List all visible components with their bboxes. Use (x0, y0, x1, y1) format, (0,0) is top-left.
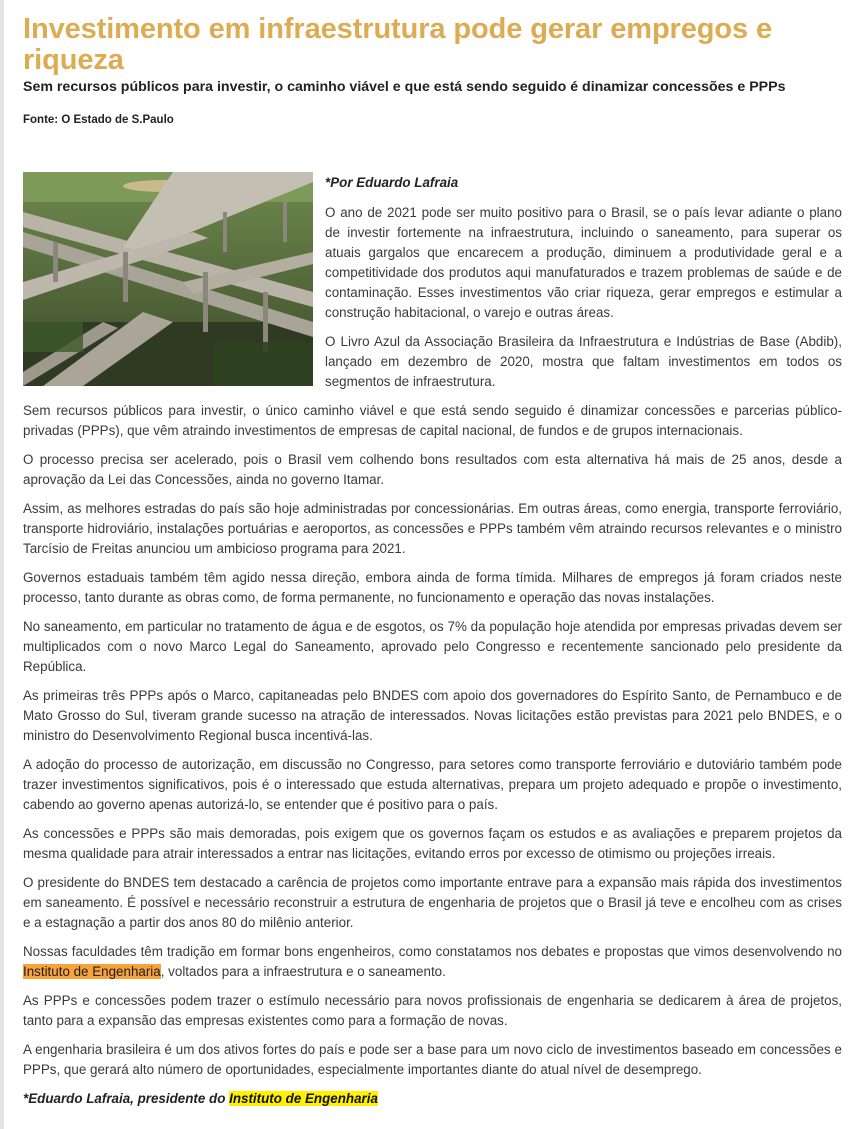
article-byline: *Por Eduardo Lafraia (325, 175, 459, 190)
article-source: Fonte: O Estado de S.Paulo (23, 114, 174, 126)
article-paragraph: O ano de 2021 pode ser muito positivo para o Brasil, se o país levar adiante o plano de investir fortemente na infraestrutura, incluindo o saneamento, para superar os atuais gargalos que encarecem a produção, diminuem a produtividade geral e a competitividade dos produtos aqui manufaturados e trazem problemas de saúde e de contaminação. Esses investimentos vão criar riqueza, gerar empregos e estimular a construção habitacional, o varejo e outras áreas. (325, 205, 842, 320)
article-paragraph: Assim, as melhores estradas do país são hoje administradas por concessionárias. Em outras áreas, como energia, transporte ferroviário, transporte hidroviário, instalações portuárias e aeroportos, as concessões e PPPs também vêm atraindo recursos relevantes e o ministro Tarcísio de Freitas anunciou um ambicioso programa para 2021. (23, 501, 842, 556)
institute-link-highlight[interactable]: Instituto de Engenharia (23, 964, 161, 979)
article-paragraph: As primeiras três PPPs após o Marco, capitaneadas pelo BNDES com apoio dos governadores do Espírito Santo, de Pernambuco e de Mato Grosso do Sul, tiveram grande sucesso na atração de interessados. Novas licitações estão previstas para 2021 pelo BNDES, e o ministro do Desenvolvimento Regional busca incentivá-las. (23, 688, 842, 743)
institute-signature-highlight[interactable]: Instituto de Engenharia (229, 1091, 378, 1106)
article-paragraph: A adoção do processo de autorização, em discussão no Congresso, para setores como transporte ferroviário e dutoviário também pode trazer investimentos significativos, pois é o interessado que estuda alternativas, prepara um projeto adequado e propõe o investimento, cabendo ao governo apenas autorizá-lo, se entender que é positivo para o país. (23, 757, 842, 812)
author-signature (23, 1089, 842, 1109)
signature-text: *Eduardo Lafraia, presidente do (23, 1091, 230, 1106)
paragraph-text: , voltados para a infraestrutura e o saneamento. (160, 964, 446, 979)
article-paragraph-institute (23, 942, 842, 982)
article-paragraph: Sem recursos públicos para investir, o único caminho viável e que está sendo seguido é dinamizar concessões e parcerias público-privadas (PPPs), que vêm atraindo investimentos de empresas de capital nacional, de fundos e de grupos internacionais. (23, 403, 842, 438)
article-subtitle: Sem recursos públicos para investir, o caminho viável e que está sendo seguido é dinamizar concessões e PPPs (23, 79, 786, 95)
article-paragraph: Governos estaduais também têm agido nessa direção, embora ainda de forma tímida. Milhares de empregos já foram criados neste processo, tanto durante as obras como, de forma permanente, no funcionamento e operação das novas instalações. (23, 570, 842, 605)
paragraph-text: Nossas faculdades têm tradição em formar bons engenheiros, como constatamos nos debates e propostas que vimos desenvolvendo no (23, 944, 842, 959)
article-paragraph: O processo precisa ser acelerado, pois o Brasil vem colhendo bons resultados com esta alternativa há mais de 25 anos, desde a aprovação da Lei das Concessões, ainda no governo Itamar. (23, 452, 842, 487)
article-paragraph: No saneamento, em particular no tratamento de água e de esgotos, os 7% da população hoje atendida por empresas privadas devem ser multiplicados com o novo Marco Legal do Saneamento, aprovado pelo Congresso e recentemente sancionado pelo presidente da República. (23, 619, 842, 674)
article-paragraph: As PPPs e concessões podem trazer o estímulo necessário para novos profissionais de engenharia se dedicarem à área de projetos, tanto para a expansão das empresas existentes como para a formação de novas. (23, 993, 842, 1028)
article-paragraph: As concessões e PPPs são mais demoradas, pois exigem que os governos façam os estudos e as avaliações e preparem projetos da mesma qualidade para atrair interessados a entrar nas licitações, evitando erros por excesso de otimismo ou projeções irreais. (23, 826, 842, 861)
left-border (0, 0, 4, 1129)
page-title: Investimento em infraestrutura pode gerar empregos e riqueza (23, 13, 773, 76)
article-header (23, 14, 841, 127)
article-body (23, 172, 842, 1118)
highway-interchange-photo (23, 172, 313, 386)
article-paragraph: O presidente do BNDES tem destacado a carência de projetos como importante entrave para a expansão mais rápida dos investimentos em saneamento. É possível e necessário reconstruir a estrutura de engenharia de projetos que o Brasil já teve e encolheu com as crises e a estagnação a partir dos anos 80 do milênio anterior. (23, 875, 842, 930)
article-paragraph: O Livro Azul da Associação Brasileira da Infraestrutura e Indústrias de Base (Abdib), lançado em dezembro de 2020, mostra que faltam investimentos em todos os segmentos de infraestrutura. (325, 334, 842, 389)
article-paragraph: A engenharia brasileira é um dos ativos fortes do país e pode ser a base para um novo ciclo de investimentos baseado em concessões e PPPs, que gerará alto número de oportunidades, especialmente importantes diante do atual nível de desemprego. (23, 1042, 842, 1077)
